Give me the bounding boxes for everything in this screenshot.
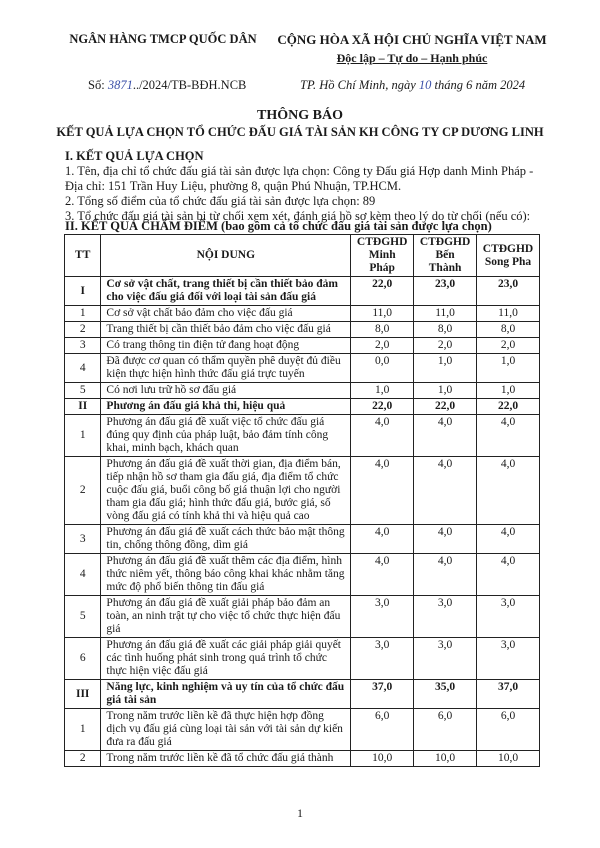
national-motto: Độc lập – Tự do – Hạnh phúc bbox=[336, 51, 488, 65]
section-item: 2. Tổng số điểm của tổ chức đấu giá tài sản được lựa chọn: 89 bbox=[65, 194, 376, 208]
score-cell: 6,0 bbox=[351, 709, 414, 751]
row-index: 2 bbox=[65, 751, 101, 767]
row-content: Trong năm trước liền kề đã thực hiện hợp đồng dịch vụ đấu giá cùng loại tài sản với tài sản dự kiến đưa ra đấu giá bbox=[101, 709, 351, 751]
score-cell: 8,0 bbox=[414, 322, 477, 338]
page-number: 1 bbox=[297, 806, 303, 820]
row-content: Phương án đấu giá đề xuất thêm các địa điểm, hình thức niêm yết, thông báo công khai khác nhằm tăng mức độ phổ biến thông tin đấu giá bbox=[101, 554, 351, 596]
score-cell: 6,0 bbox=[477, 709, 540, 751]
score-cell: 22,0 bbox=[351, 277, 414, 306]
score-cell: 3,0 bbox=[477, 596, 540, 638]
table-row bbox=[65, 751, 540, 767]
score-cell: 11,0 bbox=[477, 306, 540, 322]
score-cell: 0,0 bbox=[351, 354, 414, 383]
nation-name: CỘNG HÒA XÃ HỘI CHỦ NGHĨA VIỆT NAM bbox=[277, 32, 547, 47]
document-subtitle: KẾT QUẢ LỰA CHỌN TỔ CHỨC ĐẤU GIÁ TÀI SẢN KH CÔNG TY CP DƯƠNG LINH bbox=[56, 125, 544, 139]
table-row bbox=[65, 638, 540, 680]
table-row bbox=[65, 457, 540, 525]
table-row bbox=[65, 709, 540, 751]
table-row bbox=[65, 525, 540, 554]
table-row bbox=[65, 415, 540, 457]
table-group-row bbox=[65, 680, 540, 709]
row-content: Đã được cơ quan có thẩm quyền phê duyệt đủ điều kiện thực hiện hình thức đấu giá trực tuyến bbox=[101, 354, 351, 383]
section-selection-result bbox=[65, 149, 545, 224]
document-title: THÔNG BÁO bbox=[257, 108, 343, 123]
score-cell: 10,0 bbox=[351, 751, 414, 767]
row-index: I bbox=[65, 277, 101, 306]
score-cell: 22,0 bbox=[351, 399, 414, 415]
score-cell: 11,0 bbox=[351, 306, 414, 322]
score-cell: 22,0 bbox=[477, 399, 540, 415]
document-date: TP. Hồ Chí Minh, ngày 10 tháng 6 năm 2024 bbox=[300, 78, 526, 92]
section-item: 3. Tổ chức đấu giá tài sản bị từ chối xem xét, đánh giá hồ sơ kèm theo lý do từ chối (nếu có): bbox=[65, 209, 531, 223]
row-content: Trang thiết bị cần thiết bảo đảm cho việc đấu giá bbox=[101, 322, 351, 338]
reference-number: 3871 bbox=[107, 78, 133, 92]
score-cell: 35,0 bbox=[414, 680, 477, 709]
row-index: 3 bbox=[65, 525, 101, 554]
score-cell: 8,0 bbox=[351, 322, 414, 338]
score-cell: 1,0 bbox=[351, 383, 414, 399]
row-content: Cơ sở vật chất, trang thiết bị cần thiết bảo đảm cho việc đấu giá đối với loại tài sản đấu giá bbox=[101, 277, 351, 306]
row-content: Phương án đấu giá đề xuất các giải pháp giải quyết các tình huống phát sinh trong quá trình tổ chức thực hiện việc đấu giá bbox=[101, 638, 351, 680]
table-row bbox=[65, 383, 540, 399]
score-cell: 1,0 bbox=[477, 354, 540, 383]
score-cell: 1,0 bbox=[414, 354, 477, 383]
score-cell: 2,0 bbox=[414, 338, 477, 354]
table-header-row bbox=[65, 235, 540, 277]
organization-name: NGÂN HÀNG TMCP QUỐC DÂN bbox=[69, 32, 257, 46]
row-content: Năng lực, kinh nghiệm và uy tín của tổ chức đấu giá tài sản bbox=[101, 680, 351, 709]
scoring-table bbox=[64, 234, 540, 767]
column-header: TT bbox=[65, 235, 101, 277]
score-cell: 4,0 bbox=[414, 525, 477, 554]
row-index: 2 bbox=[65, 322, 101, 338]
row-index: III bbox=[65, 680, 101, 709]
score-cell: 11,0 bbox=[414, 306, 477, 322]
score-cell: 6,0 bbox=[414, 709, 477, 751]
row-index: 2 bbox=[65, 457, 101, 525]
score-cell: 4,0 bbox=[351, 415, 414, 457]
table-row bbox=[65, 306, 540, 322]
row-content: Phương án đấu giá đề xuất việc tổ chức đấu giá đúng quy định của pháp luật, bảo đảm tính công khai, minh bạch, khách quan bbox=[101, 415, 351, 457]
score-cell: 3,0 bbox=[351, 596, 414, 638]
score-cell: 4,0 bbox=[414, 554, 477, 596]
table-group-row bbox=[65, 277, 540, 306]
score-cell: 4,0 bbox=[477, 457, 540, 525]
score-cell: 4,0 bbox=[477, 525, 540, 554]
date-day: 10 bbox=[418, 78, 432, 92]
table-row bbox=[65, 554, 540, 596]
column-header: CTĐGHD Bến Thành bbox=[414, 235, 477, 277]
table-group-row bbox=[65, 399, 540, 415]
table-row bbox=[65, 596, 540, 638]
score-cell: 3,0 bbox=[414, 596, 477, 638]
row-content: Có trang thông tin điện tử đang hoạt động bbox=[101, 338, 351, 354]
row-index: 4 bbox=[65, 554, 101, 596]
row-index: 1 bbox=[65, 415, 101, 457]
score-cell: 4,0 bbox=[351, 554, 414, 596]
score-cell: 4,0 bbox=[414, 415, 477, 457]
score-cell: 37,0 bbox=[477, 680, 540, 709]
row-index: 6 bbox=[65, 638, 101, 680]
score-cell: 4,0 bbox=[414, 457, 477, 525]
column-header: CTĐGHD Minh Pháp bbox=[351, 235, 414, 277]
column-header: NỘI DUNG bbox=[101, 235, 351, 277]
section-item: 1. Tên, địa chỉ tổ chức đấu giá tài sản được lựa chọn: Công ty Đấu giá Hợp danh Minh Pháp - Địa chỉ: 151 Trần Huy Liệu, phường 8, quận Phú Nhuận, TP.HCM. bbox=[65, 164, 534, 193]
table-row bbox=[65, 322, 540, 338]
section-heading: I. KẾT QUẢ LỰA CHỌN bbox=[65, 149, 204, 163]
row-index: 1 bbox=[65, 709, 101, 751]
row-content: Phương án đấu giá đề xuất cách thức bảo mật thông tin, chống thông đồng, dìm giá bbox=[101, 525, 351, 554]
score-cell: 2,0 bbox=[477, 338, 540, 354]
row-content: Phương án đấu giá đề xuất thời gian, địa điểm bán, tiếp nhận hồ sơ tham gia đấu giá, địa điểm tổ chức cuộc đấu giá, buổi công bố giá thuận lợi cho người tham gia đấu giá; hình thức đấu giá, bước giá, số vòng đấu giá có tính khả thi và hiệu quả cao bbox=[101, 457, 351, 525]
row-content: Có nơi lưu trữ hồ sơ đấu giá bbox=[101, 383, 351, 399]
score-cell: 1,0 bbox=[477, 383, 540, 399]
row-content: Phương án đấu giá đề xuất giải pháp bảo đảm an toàn, an ninh trật tự cho việc tổ chức thực hiện đấu giá bbox=[101, 596, 351, 638]
score-cell: 23,0 bbox=[414, 277, 477, 306]
score-cell: 3,0 bbox=[351, 638, 414, 680]
table-row bbox=[65, 338, 540, 354]
score-cell: 10,0 bbox=[477, 751, 540, 767]
row-index: 5 bbox=[65, 596, 101, 638]
row-index: 1 bbox=[65, 306, 101, 322]
section-heading: II. KẾT QUẢ CHẤM ĐIỂM (bao gồm cả tổ chức đấu giá tài sản được lựa chọn) bbox=[65, 219, 492, 233]
score-cell: 4,0 bbox=[477, 415, 540, 457]
row-content: Trong năm trước liền kề đã tổ chức đấu giá thành bbox=[101, 751, 351, 767]
score-cell: 22,0 bbox=[414, 399, 477, 415]
row-content: Phương án đấu giá khả thi, hiệu quả bbox=[101, 399, 351, 415]
document-reference: Số: 3871../2024/TB-BĐH.NCB bbox=[88, 78, 247, 92]
row-index: 3 bbox=[65, 338, 101, 354]
row-index: II bbox=[65, 399, 101, 415]
score-cell: 4,0 bbox=[351, 457, 414, 525]
score-cell: 3,0 bbox=[477, 638, 540, 680]
score-cell: 23,0 bbox=[477, 277, 540, 306]
table-row bbox=[65, 354, 540, 383]
score-cell: 8,0 bbox=[477, 322, 540, 338]
score-cell: 2,0 bbox=[351, 338, 414, 354]
score-cell: 4,0 bbox=[477, 554, 540, 596]
row-index: 5 bbox=[65, 383, 101, 399]
score-cell: 1,0 bbox=[414, 383, 477, 399]
column-header: CTĐGHD Song Pha bbox=[477, 235, 540, 277]
national-header bbox=[262, 32, 562, 66]
row-index: 4 bbox=[65, 354, 101, 383]
score-cell: 4,0 bbox=[351, 525, 414, 554]
row-content: Cơ sở vật chất bảo đảm cho việc đấu giá bbox=[101, 306, 351, 322]
score-cell: 37,0 bbox=[351, 680, 414, 709]
score-cell: 10,0 bbox=[414, 751, 477, 767]
score-cell: 3,0 bbox=[414, 638, 477, 680]
